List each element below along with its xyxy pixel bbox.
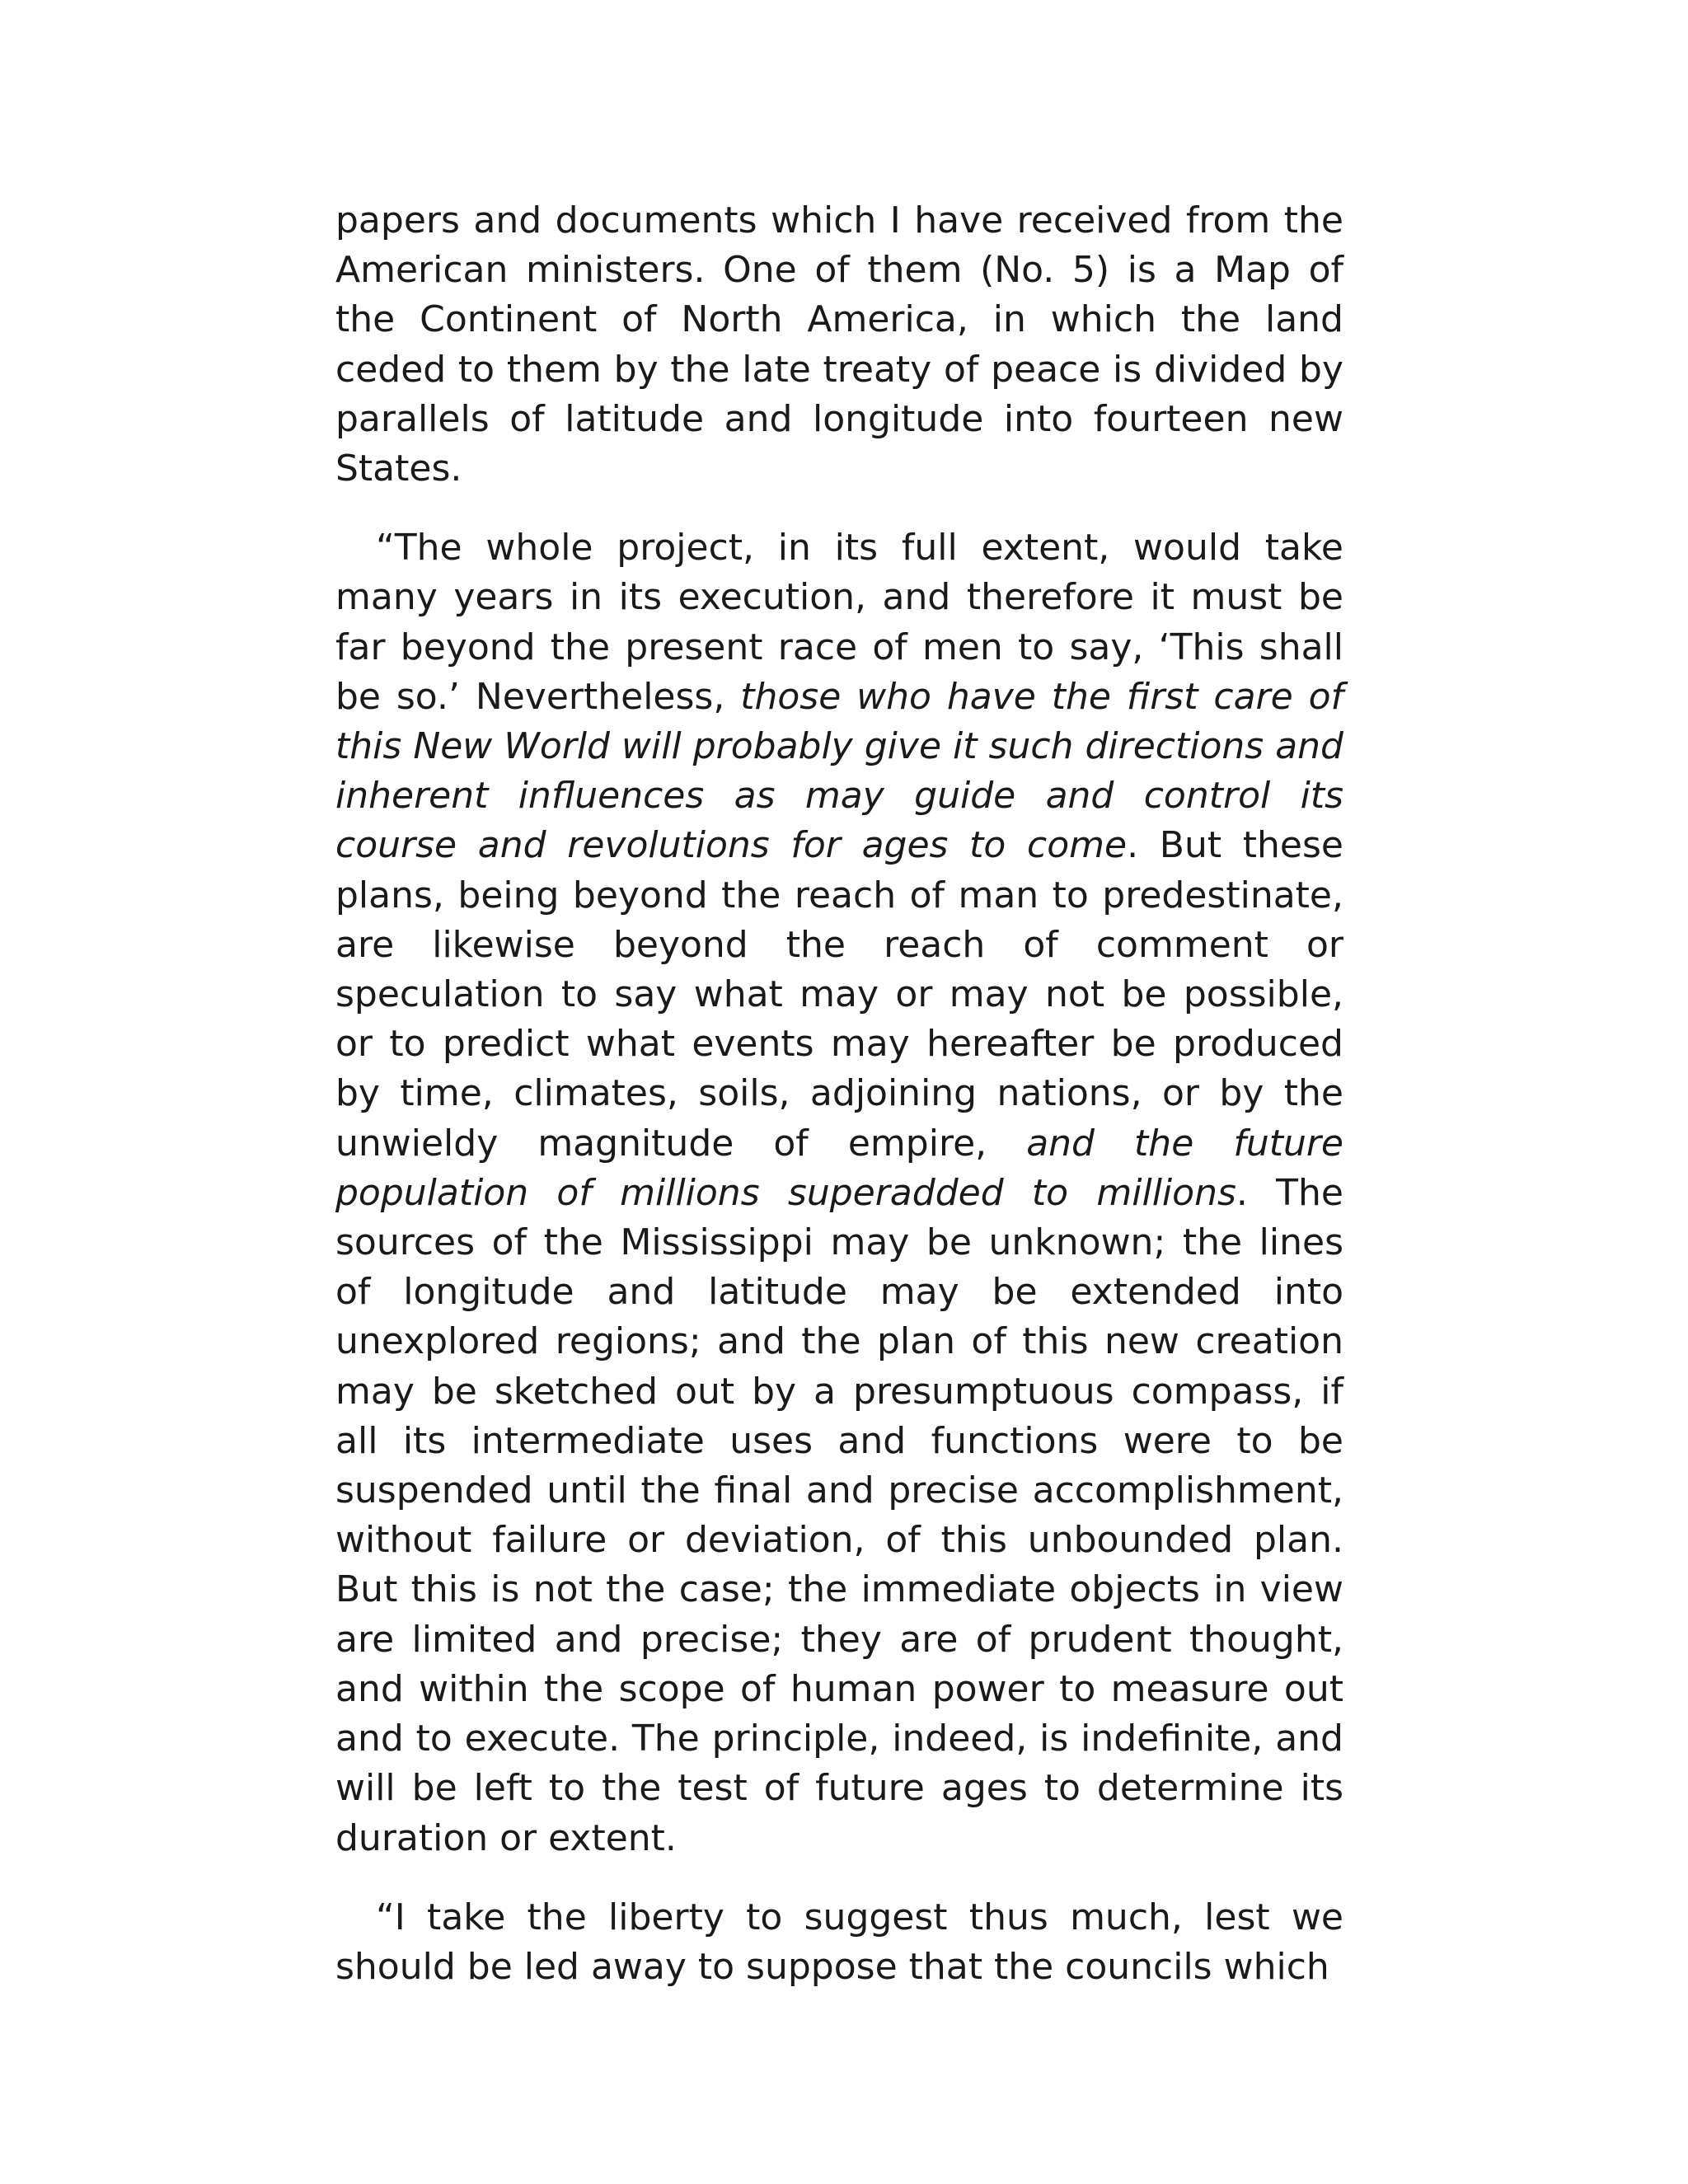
text-segment: . The sources of the Mississippi may be unknown; the lines of longitude and latitude may be extended into unexplored regions; and the plan of this new creation may be sketched out by a presumptuous compass, if all its intermediate uses and functions were to be suspended until the final and precise accomplishment, without failure or deviation, of this unbounded plan. But this is not the case; the immediate objects in view are limited and precise; they are of prudent thought, and within the scope of human power to measure out and to execute. The principle, indeed, is indefinite, and will be left to the test of future ages to determine its duration or extent. (335, 1171, 1344, 1859)
paragraph-3 (335, 1893, 1343, 1992)
paragraph-2 (335, 523, 1343, 1863)
text-segment: “I take the liberty to suggest thus much, lest we should be led away to suppose that the councils which (335, 1896, 1343, 1988)
text-segment: papers and documents which I have received from the American ministers. One of them (No. 5) is a Map of the Continent of North America, in which the land ceded to them by the late treaty of peace is divided by parallels of latitude and longitude into fourteen new States. (335, 199, 1343, 490)
body-text (335, 196, 1343, 1992)
italic-segment: those who have the first care of this New World will probably give it such directions and inherent influences as may guide and control its course and revolutions for ages to come (335, 675, 1343, 867)
italic-segment: and the future population of millions superadded to millions (335, 1122, 1344, 1214)
text-segment: . But these plans, being beyond the reach of man to predestinate, are likewise beyond the reach of comment or speculation to say what may or may not be possible, or to predict what events may hereafter be produced by time, climates, soils, adjoining nations, or by the unwieldy magnitude of empire, (335, 824, 1343, 1165)
text-segment: “The whole project, in its full extent, would take many years in its execution, and therefore it must be far beyond the present race of men to say, ‘This shall be so.’ Nevertheless, (335, 527, 1343, 718)
paragraph-1 (335, 196, 1343, 494)
